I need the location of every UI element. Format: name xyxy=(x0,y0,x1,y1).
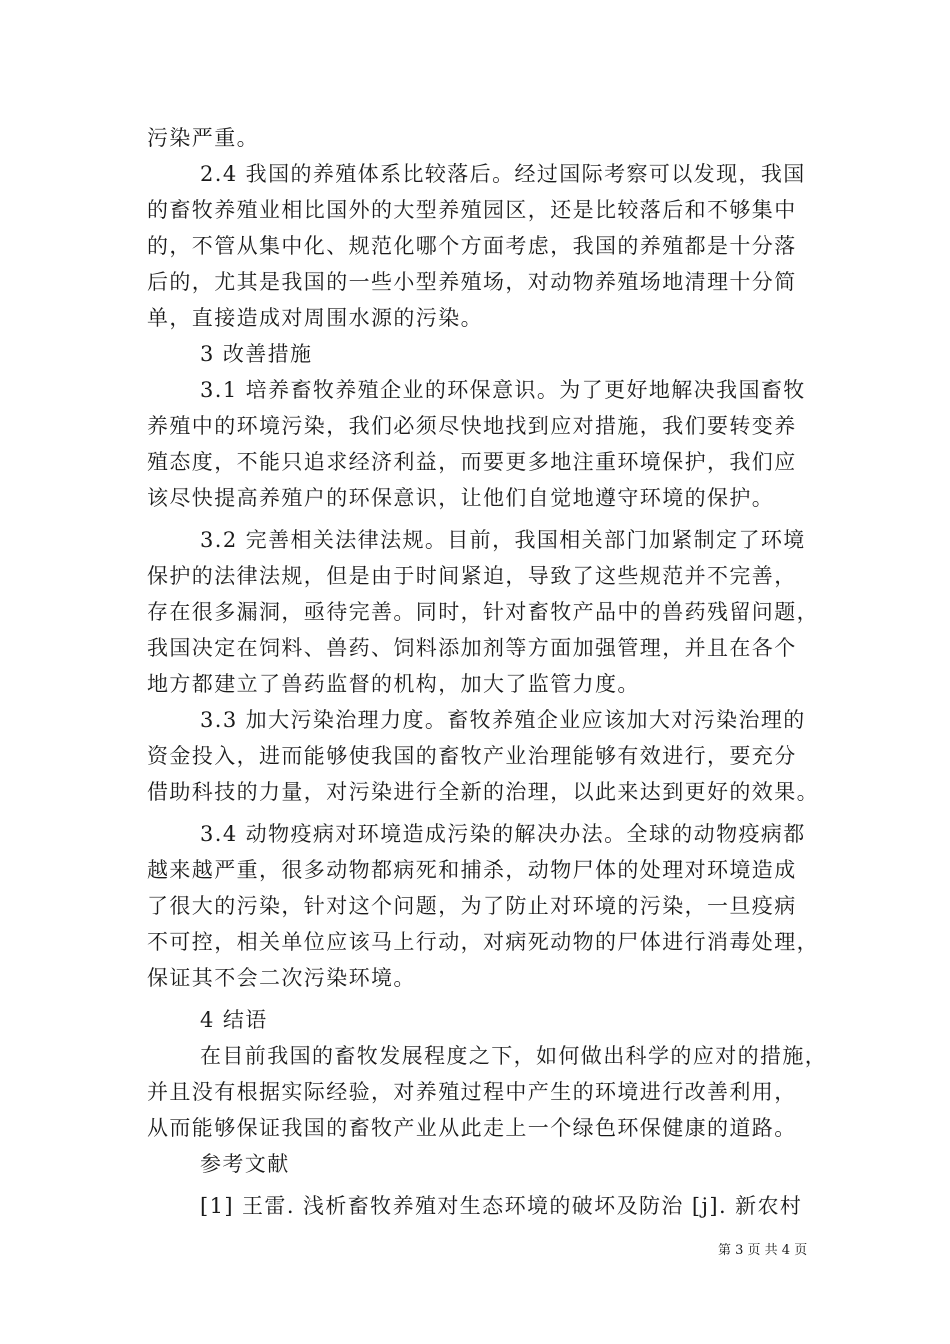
text-line-16: 地方都建立了兽药监督的机构，加大了监管力度。 xyxy=(147,672,640,696)
section-heading-3: 3 改善措施 xyxy=(200,342,313,366)
text-line-2: 2.4 我国的养殖体系比较落后。经过国际考察可以发现，我国 xyxy=(200,162,806,186)
text-line-12: 3.2 完善相关法律法规。目前，我国相关部门加紧制定了环境 xyxy=(200,528,806,552)
text-line-13: 保护的法律法规，但是由于时间紧迫，导致了这些规范并不完善， xyxy=(147,564,797,588)
text-line-19: 借助科技的力量，对污染进行全新的治理，以此来达到更好的效果。 xyxy=(147,780,819,804)
text-line-27: 并且没有根据实际经验，对养殖过程中产生的环境进行改善利用， xyxy=(147,1080,797,1104)
text-line-22: 了很大的污染，针对这个问题，为了防止对环境的污染，一旦疫病 xyxy=(147,894,797,918)
text-line-17: 3.3 加大污染治理力度。畜牧养殖企业应该加大对污染治理的 xyxy=(200,708,806,732)
text-line-23: 不可控，相关单位应该马上行动，对病死动物的尸体进行消毒处理， xyxy=(147,930,819,954)
text-line-8: 3.1 培养畜牧养殖企业的环保意识。为了更好地解决我国畜牧 xyxy=(200,378,806,402)
text-line-4: 的，不管从集中化、规范化哪个方面考虑，我国的养殖都是十分落 xyxy=(147,234,797,258)
text-line-11: 该尽快提高养殖户的环保意识，让他们自觉地遵守环境的保护。 xyxy=(147,486,775,510)
text-line-6: 单，直接造成对周围水源的污染。 xyxy=(147,306,483,330)
text-line-10: 殖态度，不能只追求经济利益，而要更多地注重环境保护，我们应 xyxy=(147,450,797,474)
text-line-15: 我国决定在饲料、兽药、饲料添加剂等方面加强管理，并且在各个 xyxy=(147,636,797,660)
text-line-26: 在目前我国的畜牧发展程度之下，如何做出科学的应对的措施， xyxy=(200,1044,828,1068)
text-line-18: 资金投入，进而能够使我国的畜牧产业治理能够有效进行，要充分 xyxy=(147,744,797,768)
text-line-1: 污染严重。 xyxy=(147,126,259,150)
section-heading-4: 4 结语 xyxy=(200,1008,268,1032)
text-line-24: 保证其不会二次污染环境。 xyxy=(147,966,416,990)
text-line-14: 存在很多漏洞，亟待完善。同时，针对畜牧产品中的兽药残留问题， xyxy=(147,600,819,624)
references-heading: 参考文献 xyxy=(200,1152,290,1176)
text-line-9: 养殖中的环境污染，我们必须尽快地找到应对措施，我们要转变养 xyxy=(147,414,797,438)
text-line-28: 从而能够保证我国的畜牧产业从此走上一个绿色环保健康的道路。 xyxy=(147,1116,797,1140)
page-number-footer: 第 3 页 共 4 页 xyxy=(718,1243,808,1258)
text-line-20: 3.4 动物疫病对环境造成污染的解决办法。全球的动物疫病都 xyxy=(200,822,806,846)
text-line-3: 的畜牧养殖业相比国外的大型养殖园区，还是比较落后和不够集中 xyxy=(147,198,797,222)
text-line-21: 越来越严重，很多动物都病死和捕杀，动物尸体的处理对环境造成 xyxy=(147,858,797,882)
text-line-5: 后的，尤其是我国的一些小型养殖场，对动物养殖场地清理十分简 xyxy=(147,270,797,294)
reference-item-1: [1] 王雷. 浅析畜牧养殖对生态环境的破坏及防治 [j]. 新农村 xyxy=(200,1194,803,1218)
